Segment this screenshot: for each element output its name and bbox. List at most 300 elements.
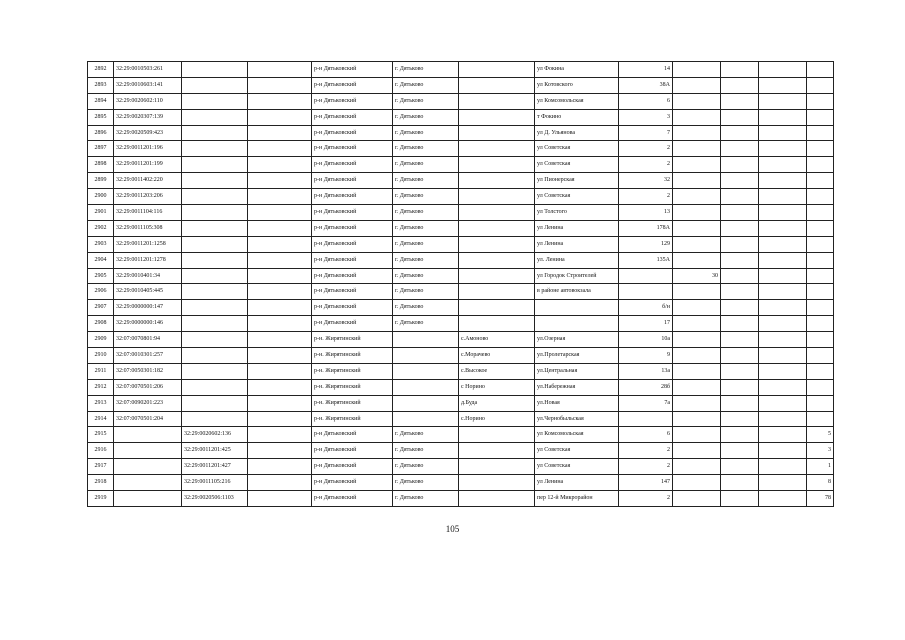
cell-apartment-number [807,157,834,173]
cell-apartment-number: 8 [807,475,834,491]
cell-cadastral-number-building [182,157,248,173]
cell-extra-col-1 [673,205,721,221]
cell-extra-col-2 [721,77,759,93]
cell-city: г. Дятьково [393,173,459,189]
cell-city [393,379,459,395]
cell-city: г. Дятьково [393,475,459,491]
cell-cadastral-number: 32:29:0011201:1278 [114,252,182,268]
cell-extra-col-1 [673,125,721,141]
cell-apartment-number: 1 [807,459,834,475]
cell-district: р-н Дятьковский [312,316,393,332]
cell-row-number: 2916 [88,443,114,459]
cell-extra-col-1 [673,395,721,411]
cell-city: г. Дятьково [393,300,459,316]
cell-extra-col-3 [759,379,807,395]
cell-street: ул Советская [535,443,619,459]
cell-extra-col-1 [673,443,721,459]
cell-village [459,459,535,475]
cell-city [393,411,459,427]
table-row [88,316,834,332]
cell-district: р-н Дятьковский [312,109,393,125]
cell-cadastral-number [114,475,182,491]
table-row [88,93,834,109]
cell-village [459,173,535,189]
cell-extra-col-1 [673,363,721,379]
cell-street [535,316,619,332]
cell-street: ул.Пролетарская [535,348,619,364]
cell-street: ул Ленина [535,220,619,236]
cell-extra-col-3 [759,125,807,141]
cell-extra-col-1 [673,173,721,189]
cell-extra-col-3 [759,459,807,475]
cell-district: р-н Дятьковский [312,93,393,109]
cell-empty-col [248,475,312,491]
cell-house-number: 2 [619,189,673,205]
cell-apartment-number [807,62,834,78]
cell-row-number: 2919 [88,491,114,507]
cell-city [393,348,459,364]
cell-extra-col-1 [673,411,721,427]
cell-house-number: 17 [619,316,673,332]
cell-empty-col [248,109,312,125]
cell-extra-col-1 [673,62,721,78]
cell-extra-col-1 [673,427,721,443]
cell-district: р-н Дятьковский [312,268,393,284]
cell-empty-col [248,268,312,284]
cell-empty-col [248,125,312,141]
cell-street: пер 12-й Микрорайон [535,491,619,507]
cell-extra-col-3 [759,300,807,316]
cell-cadastral-number-building: 32:29:0011201:425 [182,443,248,459]
cell-row-number: 2913 [88,395,114,411]
cell-row-number: 2910 [88,348,114,364]
cell-street: ул Фокина [535,62,619,78]
cell-extra-col-2 [721,268,759,284]
cell-apartment-number [807,173,834,189]
cell-village [459,220,535,236]
page-number: 105 [445,524,460,534]
cell-extra-col-2 [721,284,759,300]
cell-city: г. Дятьково [393,141,459,157]
cell-extra-col-3 [759,77,807,93]
cell-row-number: 2901 [88,205,114,221]
cell-village [459,300,535,316]
table-row [88,491,834,507]
cell-row-number: 2895 [88,109,114,125]
cell-district: р-н. Жирятинский [312,348,393,364]
cell-empty-col [248,141,312,157]
cell-row-number: 2899 [88,173,114,189]
cell-street: ул Д. Ульянова [535,125,619,141]
cell-cadastral-number-building [182,93,248,109]
table-row [88,236,834,252]
cell-apartment-number: 3 [807,443,834,459]
cell-village [459,284,535,300]
cell-city: г. Дятьково [393,459,459,475]
cell-cadastral-number [114,459,182,475]
cell-street: в районе автовокзала [535,284,619,300]
cell-extra-col-2 [721,236,759,252]
cell-cadastral-number-building: 32:29:0011105:216 [182,475,248,491]
cell-cadastral-number: 32:29:0011201:1258 [114,236,182,252]
cell-extra-col-2 [721,459,759,475]
cell-cadastral-number-building [182,316,248,332]
cell-extra-col-1 [673,77,721,93]
cell-extra-col-2 [721,173,759,189]
cell-row-number: 2917 [88,459,114,475]
cell-street: ул Советская [535,459,619,475]
cell-cadastral-number-building [182,205,248,221]
cell-street: ул.Озерная [535,332,619,348]
cell-city: г. Дятьково [393,125,459,141]
cell-extra-col-2 [721,475,759,491]
cell-city: г. Дятьково [393,109,459,125]
cell-extra-col-2 [721,300,759,316]
cell-cadastral-number-building [182,284,248,300]
cell-extra-col-2 [721,332,759,348]
table-row [88,77,834,93]
cell-empty-col [248,443,312,459]
table-row [88,205,834,221]
cell-city: г. Дятьково [393,62,459,78]
table-row [88,411,834,427]
cell-extra-col-3 [759,268,807,284]
cell-city: г. Дятьково [393,157,459,173]
cell-extra-col-1 [673,491,721,507]
table-row [88,141,834,157]
cell-cadastral-number-building [182,125,248,141]
cell-street: ул Ленина [535,236,619,252]
cell-empty-col [248,348,312,364]
cell-street: ул Котовского [535,77,619,93]
cell-street: ул Советская [535,189,619,205]
cell-city: г. Дятьково [393,443,459,459]
table-row [88,395,834,411]
cell-row-number: 2905 [88,268,114,284]
cell-cadastral-number: 32:29:0020509:423 [114,125,182,141]
table-row [88,379,834,395]
registry-table [87,61,834,507]
table-row [88,157,834,173]
cell-village [459,268,535,284]
cell-district: р-н Дятьковский [312,157,393,173]
cell-extra-col-1 [673,379,721,395]
cell-house-number: 13 [619,205,673,221]
cell-city [393,395,459,411]
cell-city: г. Дятьково [393,268,459,284]
cell-extra-col-1 [673,475,721,491]
cell-extra-col-3 [759,475,807,491]
cell-cadastral-number [114,443,182,459]
cell-extra-col-2 [721,157,759,173]
cell-house-number: 135А [619,252,673,268]
cell-cadastral-number: 32:29:0011104:116 [114,205,182,221]
cell-row-number: 2908 [88,316,114,332]
cell-cadastral-number: 32:07:0010301:257 [114,348,182,364]
cell-house-number: 10а [619,332,673,348]
cell-empty-col [248,395,312,411]
cell-district: р-н Дятьковский [312,252,393,268]
cell-district: р-н Дятьковский [312,475,393,491]
cell-extra-col-1 [673,157,721,173]
cell-district: р-н Дятьковский [312,189,393,205]
cell-extra-col-3 [759,109,807,125]
cell-extra-col-2 [721,491,759,507]
cell-extra-col-3 [759,236,807,252]
cell-city: г. Дятьково [393,284,459,300]
cell-row-number: 2894 [88,93,114,109]
cell-extra-col-3 [759,284,807,300]
cell-district: р-н Дятьковский [312,300,393,316]
cell-empty-col [248,77,312,93]
cell-house-number: 178А [619,220,673,236]
cell-city: г. Дятьково [393,491,459,507]
cell-village [459,141,535,157]
cell-extra-col-3 [759,427,807,443]
cell-extra-col-2 [721,252,759,268]
cell-extra-col-3 [759,443,807,459]
cell-extra-col-3 [759,316,807,332]
cell-district: р-н Дятьковский [312,173,393,189]
cell-cadastral-number: 32:29:0011203:206 [114,189,182,205]
cell-apartment-number [807,93,834,109]
cell-city [393,332,459,348]
cell-district: р-н Дятьковский [312,427,393,443]
cell-cadastral-number: 32:29:0010401:34 [114,268,182,284]
cell-house-number: 28б [619,379,673,395]
cell-extra-col-2 [721,443,759,459]
cell-empty-col [248,93,312,109]
table-row [88,220,834,236]
cell-apartment-number [807,205,834,221]
cell-city: г. Дятьково [393,236,459,252]
cell-row-number: 2902 [88,220,114,236]
cell-district: р-н Дятьковский [312,443,393,459]
cell-district: р-н Дятьковский [312,62,393,78]
cell-extra-col-2 [721,141,759,157]
cell-extra-col-3 [759,189,807,205]
cell-house-number [619,268,673,284]
cell-village [459,427,535,443]
cell-village [459,125,535,141]
cell-extra-col-3 [759,173,807,189]
cell-row-number: 2914 [88,411,114,427]
cell-cadastral-number [114,427,182,443]
cell-cadastral-number: 32:29:0011105:308 [114,220,182,236]
cell-district: р-н Дятьковский [312,236,393,252]
table-row [88,189,834,205]
cell-village [459,157,535,173]
cell-empty-col [248,252,312,268]
cell-extra-col-2 [721,220,759,236]
cell-extra-col-3 [759,332,807,348]
cell-house-number: 6 [619,93,673,109]
cell-house-number: 6 [619,427,673,443]
cell-cadastral-number-building [182,236,248,252]
cell-village [459,475,535,491]
cell-city: г. Дятьково [393,316,459,332]
cell-row-number: 2893 [88,77,114,93]
table-row [88,475,834,491]
cell-village: д.Буда [459,395,535,411]
cell-extra-col-1 [673,189,721,205]
cell-extra-col-2 [721,427,759,443]
cell-street: ул Пионерская [535,173,619,189]
cell-village [459,93,535,109]
cell-cadastral-number: 32:29:0000000:146 [114,316,182,332]
cell-apartment-number [807,125,834,141]
table-row [88,62,834,78]
cell-house-number: 7а [619,395,673,411]
cell-extra-col-1: 30 [673,268,721,284]
cell-cadastral-number-building [182,411,248,427]
cell-extra-col-2 [721,205,759,221]
cell-empty-col [248,459,312,475]
cell-apartment-number [807,220,834,236]
cell-empty-col [248,62,312,78]
table-row [88,348,834,364]
cell-empty-col [248,300,312,316]
cell-district: р-н Дятьковский [312,125,393,141]
cell-row-number: 2903 [88,236,114,252]
cell-house-number: 14 [619,62,673,78]
cell-street: ул Комсомольская [535,427,619,443]
cell-city: г. Дятьково [393,77,459,93]
cell-row-number: 2915 [88,427,114,443]
cell-cadastral-number-building [182,220,248,236]
cell-village [459,77,535,93]
cell-extra-col-3 [759,220,807,236]
cell-row-number: 2898 [88,157,114,173]
cell-apartment-number [807,363,834,379]
cell-street: ул. Ленина [535,252,619,268]
cell-empty-col [248,379,312,395]
cell-house-number: 32 [619,173,673,189]
cell-house-number [619,411,673,427]
cell-row-number: 2900 [88,189,114,205]
cell-house-number: б/н [619,300,673,316]
cell-village [459,205,535,221]
cell-house-number: 38А [619,77,673,93]
cell-cadastral-number-building [182,332,248,348]
cell-cadastral-number-building [182,268,248,284]
cell-extra-col-2 [721,62,759,78]
cell-cadastral-number: 32:29:0010405:445 [114,284,182,300]
cell-extra-col-3 [759,62,807,78]
cell-city: г. Дятьково [393,427,459,443]
cell-house-number: 13а [619,363,673,379]
cell-village [459,189,535,205]
cell-empty-col [248,157,312,173]
cell-cadastral-number-building [182,77,248,93]
cell-district: р-н Дятьковский [312,220,393,236]
cell-extra-col-3 [759,348,807,364]
table-row [88,109,834,125]
cell-cadastral-number: 32:29:0011402:220 [114,173,182,189]
cell-apartment-number [807,77,834,93]
cell-cadastral-number: 32:07:0050301:182 [114,363,182,379]
cell-extra-col-3 [759,93,807,109]
cell-village [459,443,535,459]
cell-cadastral-number: 32:29:0020307:139 [114,109,182,125]
table-row [88,300,834,316]
cell-cadastral-number: 32:29:0010503:261 [114,62,182,78]
cell-city [393,363,459,379]
cell-cadastral-number-building [182,379,248,395]
cell-row-number: 2892 [88,62,114,78]
cell-village: с.Амоново [459,332,535,348]
cell-row-number: 2906 [88,284,114,300]
cell-district: р-н Дятьковский [312,77,393,93]
cell-house-number: 9 [619,348,673,364]
cell-cadastral-number: 32:29:0020602:110 [114,93,182,109]
cell-apartment-number [807,348,834,364]
cell-row-number: 2918 [88,475,114,491]
cell-apartment-number [807,284,834,300]
cell-empty-col [248,205,312,221]
cell-empty-col [248,411,312,427]
cell-cadastral-number-building [182,141,248,157]
cell-district: р-н Дятьковский [312,284,393,300]
cell-row-number: 2909 [88,332,114,348]
cell-village [459,62,535,78]
cell-apartment-number [807,316,834,332]
cell-house-number: 2 [619,157,673,173]
cell-house-number: 2 [619,141,673,157]
cell-empty-col [248,491,312,507]
cell-extra-col-2 [721,411,759,427]
cell-extra-col-1 [673,220,721,236]
cell-cadastral-number [114,491,182,507]
cell-village [459,109,535,125]
cell-cadastral-number-building [182,395,248,411]
cell-cadastral-number-building [182,363,248,379]
cell-house-number: 2 [619,443,673,459]
cell-apartment-number [807,411,834,427]
cell-apartment-number: 5 [807,427,834,443]
cell-city: г. Дятьково [393,220,459,236]
cell-extra-col-1 [673,141,721,157]
cell-extra-col-1 [673,300,721,316]
cell-cadastral-number: 32:07:0070501:206 [114,379,182,395]
cell-extra-col-2 [721,348,759,364]
cell-empty-col [248,173,312,189]
cell-cadastral-number: 32:29:0011201:199 [114,157,182,173]
cell-row-number: 2904 [88,252,114,268]
cell-extra-col-1 [673,252,721,268]
cell-street: ул Советская [535,157,619,173]
cell-extra-col-3 [759,205,807,221]
cell-district: р-н Дятьковский [312,141,393,157]
cell-extra-col-1 [673,332,721,348]
cell-street: ул.Новая [535,395,619,411]
cell-village: с Норино [459,379,535,395]
cell-row-number: 2912 [88,379,114,395]
cell-street: ул Ленина [535,475,619,491]
cell-extra-col-1 [673,316,721,332]
cell-district: р-н Дятьковский [312,205,393,221]
cell-city: г. Дятьково [393,205,459,221]
cell-empty-col [248,220,312,236]
cell-street: ул.Чернобыльская [535,411,619,427]
cell-empty-col [248,316,312,332]
cell-extra-col-3 [759,411,807,427]
cell-row-number: 2897 [88,141,114,157]
cell-apartment-number: 78 [807,491,834,507]
cell-cadastral-number-building [182,62,248,78]
cell-cadastral-number-building [182,348,248,364]
cell-city: г. Дятьково [393,93,459,109]
